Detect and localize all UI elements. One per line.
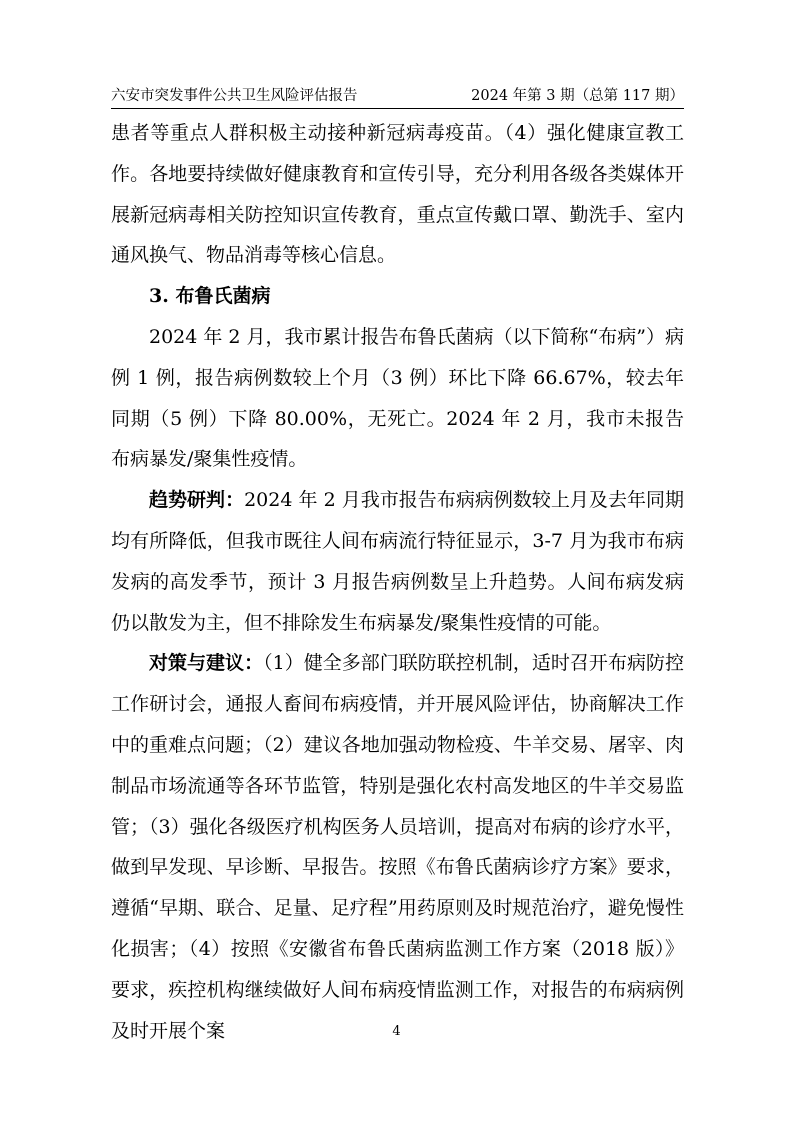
page-number: 4 — [392, 1024, 401, 1039]
paragraph-intro: 患者等重点人群积极主动接种新冠病毒疫苗。（4）强化健康宣教工作。各地要持续做好健康教育和宣传引导，充分利用各级各类媒体开展新冠病毒相关防控知识宣传教育，重点宣传戴口罩、勤洗手、室内通风换气、物品消毒等核心信息。 — [111, 122, 684, 267]
advice-text: （1）健全多部门联防联控机制，适时召开布病防控工作研讨会，通报人畜间布病疫情，并开展风险评估，协商解决工作中的重难点问题；（2）建议各地加强动物检疫、牛羊交易、屠宰、肉制品市场流通等各环节监管，特别是强化农村高发地区的牛羊交易监管；（3）强化各级医疗机构医务人员培训，提高对布病的诊疗水平，做到早发现、早诊断、早报告。按照《布鲁氏菌病诊疗方案》要求，遵循“早期、联合、足量、足疗程”用药原则及时规范治疗，避免慢性化损害；（4）按照《安徽省布鲁氏菌病监测工作方案（2018 版）》要求，疾控机构继续做好人间布病疫情监测工作，对报告的布病病例及时开展个案 — [111, 652, 684, 1042]
trend-text: 2024 年 2 月我市报告布病病例数较上月及去年同期均有所降低，但我市既往人间布病流行特征显示，3-7 月为我市布病发病的高发季节，预计 3 月报告病例数呈上升趋势。人间布病发病仍以散发为主，但不排除发生布病暴发/聚集性疫情的可能。 — [111, 489, 684, 634]
issue-number: 2024 年第 3 期（总第 117 期） — [471, 88, 684, 104]
page-header — [111, 84, 684, 108]
trend-label: 趋势研判： — [149, 489, 245, 512]
header-divider — [111, 108, 684, 109]
paragraph-stats: 2024 年 2 月，我市累计报告布鲁氏菌病（以下简称“布病”）病例 1 例，报告病例数较上个月（3 例）环比下降 66.67%，较去年同期（5 例）下降 80.00%，无死亡。2024 年 2 月，我市未报告布病暴发/聚集性疫情。 — [111, 325, 684, 471]
section-title: 3. 布鲁氏菌病 — [149, 285, 271, 308]
advice-label: 对策与建议： — [149, 652, 264, 675]
paragraph-trend — [111, 480, 684, 643]
paragraph-advice — [111, 643, 684, 1051]
document-body — [111, 113, 684, 1051]
report-title: 六安市突发事件公共卫生风险评估报告 — [111, 88, 358, 104]
